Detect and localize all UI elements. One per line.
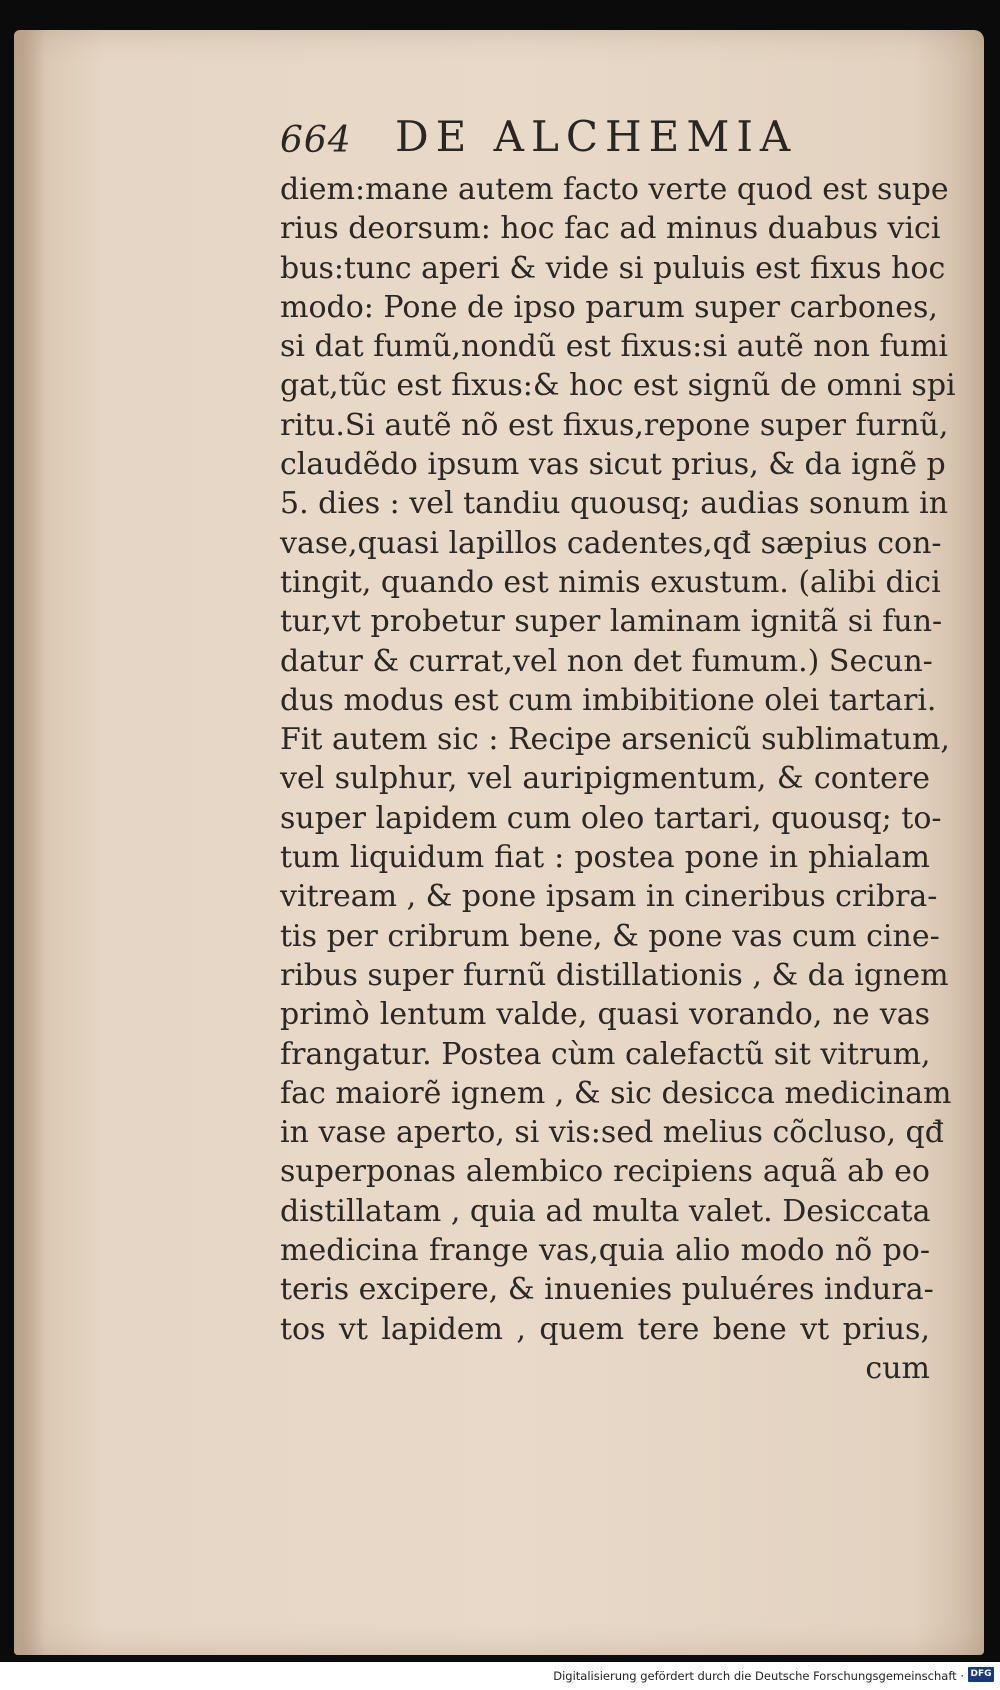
text-line: tur,vt probetur super laminam ignitã si fun- [280,604,943,640]
text-line: vel sulphur, vel auripigmentum, & contere [280,761,930,797]
text-line: diem:mane autem facto verte quod est supe [280,172,949,207]
text-line: Fit autem sic : Recipe arsenicũ sublimatum, [280,722,950,758]
text-line: teris excipere, & inuenies puluéres indura- [280,1272,934,1308]
page-number: 664 [280,120,352,161]
text-line: datur & currat,vel non det fumum.) Secun- [280,643,933,679]
funding-credit: Digitalisierung gefördert durch die Deutsche Forschungsgemeinschaft · [553,1669,964,1683]
text-line: 5. dies : vel tandiu quousq; audias sonum in [280,486,949,522]
text-line: dus modus est cum imbibitione olei tartari. [280,682,937,718]
text-line: rius deorsum: hoc fac ad minus duabus vici [280,211,941,247]
text-line: ritu.Si autẽ nõ est fixus,repone super furnũ, [280,407,949,443]
text-line: frangatur. Postea cùm calefactũ sit vitrum, [280,1036,931,1072]
text-line: medicina frange vas,quia alio modo nõ po- [280,1233,930,1269]
running-title: DE ALCHEMIA [395,112,798,161]
text-line: in vase aperto, si vis:sed melius cõcluso, qđ [280,1115,944,1151]
catchword: cum [865,1350,930,1386]
page-gutter-shadow [14,30,44,1655]
text-line: fac maiorẽ ignem , & sic desicca medicinam [280,1075,952,1111]
text-line: tum liquidum fiat : postea pone in phialam [280,840,930,876]
text-line: gat,tũc est fixus:& hoc est signũ de omni spi [280,368,956,404]
text-line: si dat fumũ,nondũ est fixus:si autẽ non fumi [280,329,948,365]
text-line: claudẽdo ipsum vas sicut prius, & da ignẽ p [280,447,946,483]
footer-bar [0,1662,1000,1690]
body-text [280,170,956,1388]
text-line: bus:tunc aperi & vide si puluis est fixus hoc [280,250,946,286]
dfg-logo-icon: DFG [968,1667,994,1682]
page-header [280,112,840,172]
text-line: tis per cribrum bene, & pone vas cum cine- [280,918,940,954]
text-line: vitream , & pone ipsam in cineribus cribra- [280,879,938,915]
text-line: super lapidem cum oleo tartari, quousq; to- [280,800,942,836]
text-line: ribus super furnũ distillationis , & da ignem [280,957,949,993]
text-line: tos vt lapidem , quem tere bene vt prius, [280,1311,930,1347]
text-line: primò lentum valde, quasi vorando, ne vas [280,997,930,1033]
text-line: vase,quasi lapillos cadentes,qđ sæpius con- [280,525,942,561]
text-line: distillatam , quia ad multa valet. Desiccata [280,1193,931,1229]
text-line: superponas alembico recipiens aquã ab eo [280,1154,930,1190]
text-line: modo: Pone de ipso parum super carbones, [280,289,938,325]
text-line: tingit, quando est nimis exustum. (alibi dici [280,564,941,600]
